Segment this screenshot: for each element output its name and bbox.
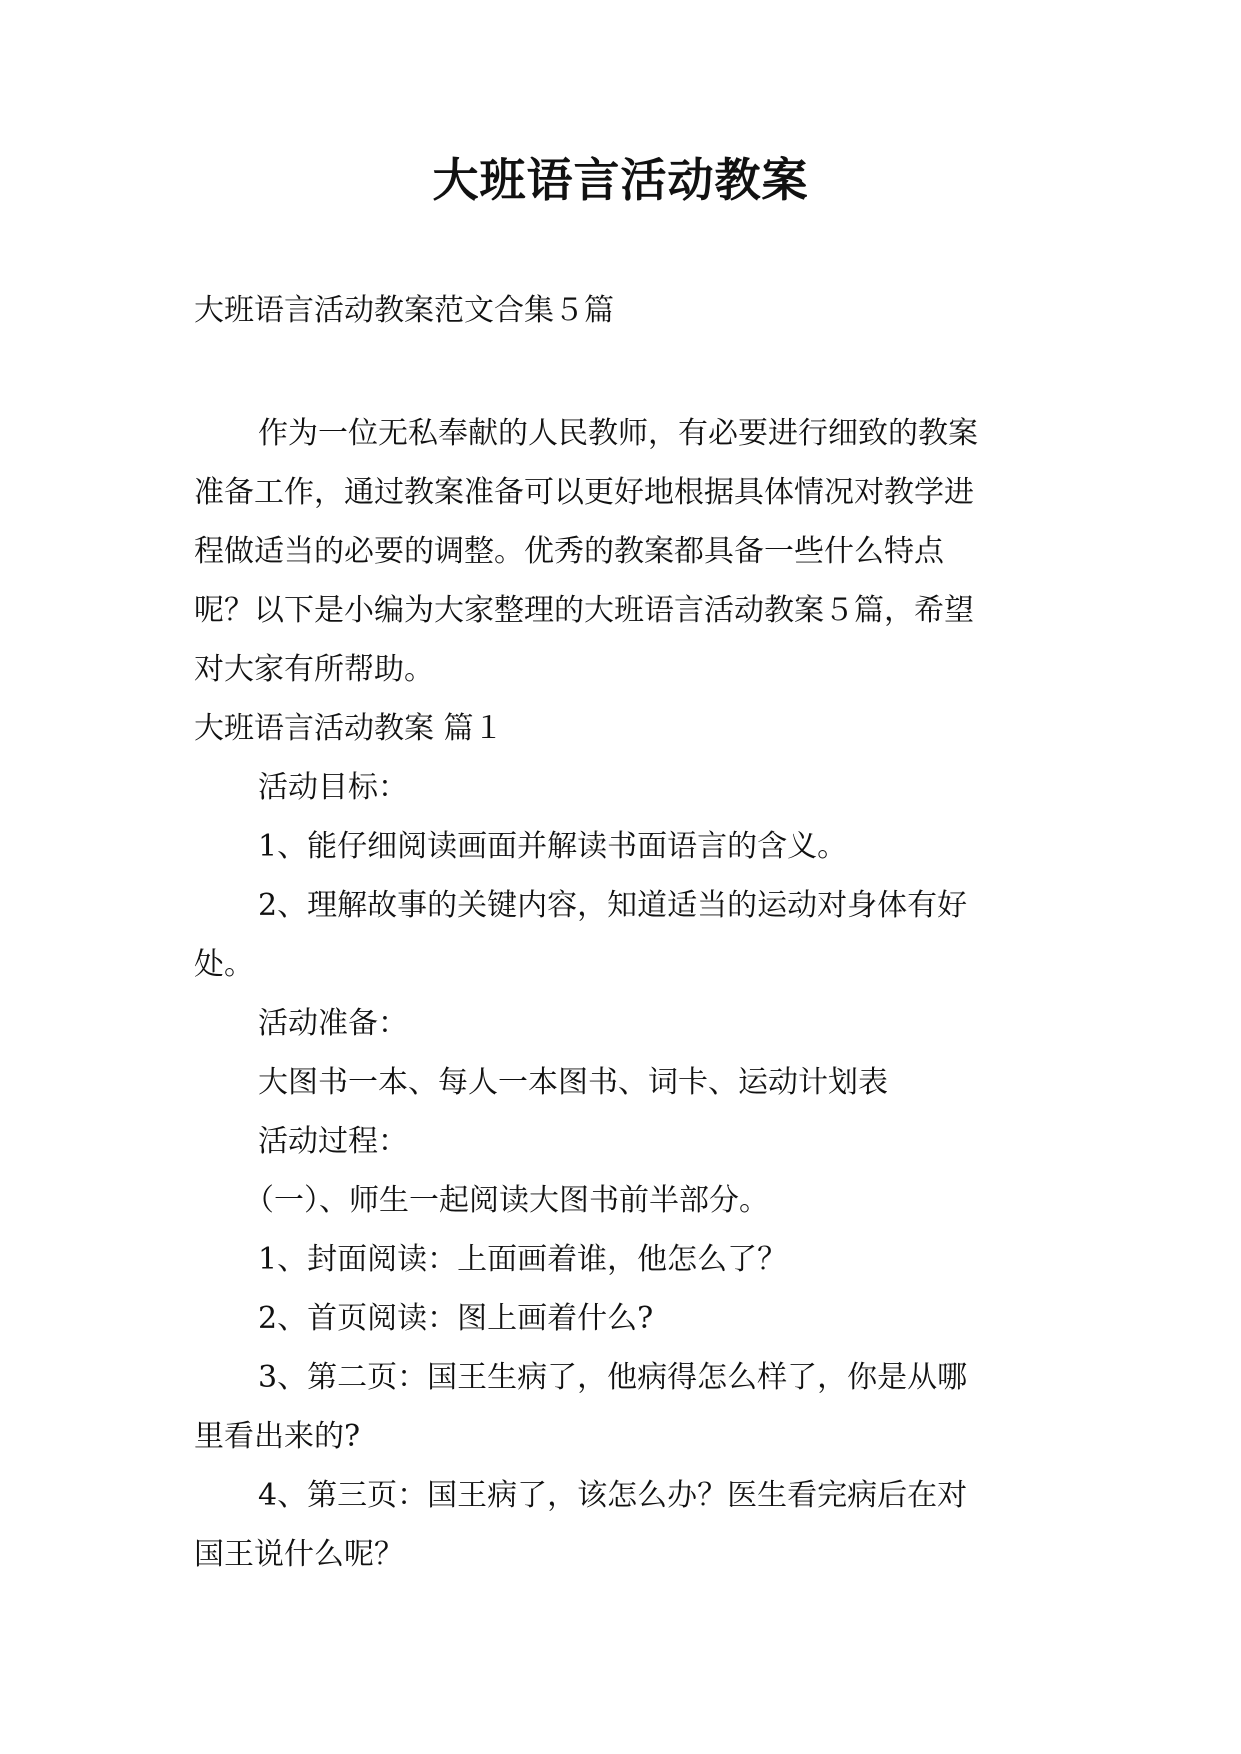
prep-label: 活动准备： [258,1006,408,1041]
step-item-3-continued: 里看出来的? [194,1419,361,1454]
prep-items: 大图书一本、每人一本图书、词卡、运动计划表 [258,1065,888,1100]
process-label: 活动过程： [258,1124,408,1159]
goal-item-2-continued: 处。 [194,947,254,982]
document-subtitle: 大班语言活动教案范文合集５篇 [194,293,614,328]
document-title: 大班语言活动教案 [432,153,809,207]
intro-line: 准备工作，通过教案准备可以更好地根据具体情况对教学进 [194,475,974,510]
intro-line: 对大家有所帮助。 [194,652,434,687]
goal-item-1: 1、能仔细阅读画面并解读书面语言的含义。 [258,829,848,864]
intro-line: 呢？以下是小编为大家整理的大班语言活动教案５篇，希望 [194,593,974,628]
step-item-4: 4、第三页：国王病了，该怎么办？医生看完病后在对 [258,1478,968,1513]
goal-item-2: 2、理解故事的关键内容，知道适当的运动对身体有好 [258,888,968,923]
step-item-2: 2、首页阅读：图上画着什么? [258,1301,654,1336]
step-item-3: 3、第二页：国王生病了，他病得怎么样了，你是从哪 [258,1360,968,1395]
step-heading: （一）、师生一起阅读大图书前半部分。 [244,1183,769,1218]
step-item-4-continued: 国王说什么呢？ [194,1537,404,1572]
intro-line: 作为一位无私奉献的人民教师，有必要进行细致的教案 [258,416,978,451]
document-body [194,404,1054,1584]
step-item-1: 1、封面阅读：上面画着谁，他怎么了？ [258,1242,788,1277]
intro-line: 程做适当的必要的调整。优秀的教案都具备一些什么特点 [194,534,944,569]
section-heading: 大班语言活动教案 篇１ [194,711,504,746]
goals-label: 活动目标： [258,770,408,805]
